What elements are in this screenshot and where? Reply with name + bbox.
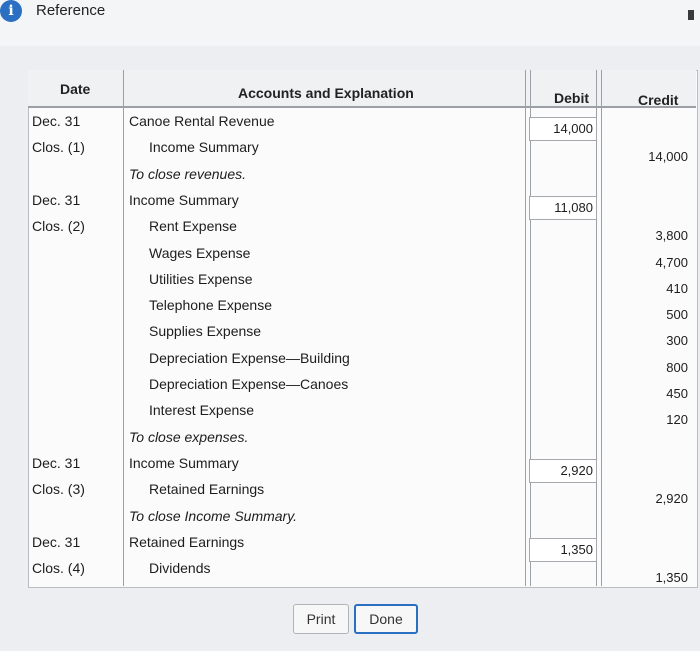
debit-amount: 14,000: [553, 121, 593, 136]
account-name: Depreciation Expense—Building: [149, 349, 350, 366]
entry-explanation: To close expenses.: [129, 428, 249, 445]
credit-amount: 4,700: [655, 254, 688, 270]
account-name: Retained Earnings: [149, 481, 265, 498]
credit-amount: 14,000: [648, 149, 688, 165]
account-name: Dividends: [149, 560, 211, 577]
column-header-accounts: Accounts and Explanation: [238, 85, 414, 101]
account-name: Income Summary: [129, 191, 239, 208]
top-bar: [0, 0, 700, 47]
account-name: Depreciation Expense—Canoes: [149, 376, 349, 392]
print-button[interactable]: Print: [293, 604, 349, 634]
minimize-icon[interactable]: [688, 10, 694, 20]
credit-amount: 410: [666, 280, 688, 296]
column-header-debit: Debit: [554, 90, 589, 106]
entry-date: Dec. 31: [32, 533, 81, 550]
credit-amount: 1,350: [655, 570, 688, 586]
reference-title: Reference: [36, 2, 106, 19]
debit-amount: 11,080: [554, 199, 593, 215]
account-name: Utilities Expense: [149, 270, 253, 287]
column-header-date: Date: [60, 81, 91, 97]
debit-amount: 2,920: [560, 462, 593, 478]
account-name: Telephone Expense: [149, 297, 272, 314]
account-name: Canoe Rental Revenue: [129, 113, 275, 129]
credit-amount: 120: [666, 412, 688, 428]
entry-date: Dec. 31: [32, 113, 81, 129]
entry-explanation: To close Income Summary.: [129, 507, 298, 524]
entry-reference: Clos. (2): [32, 218, 85, 235]
entry-date: Dec. 31: [32, 191, 81, 208]
credit-amount: 300: [666, 333, 688, 349]
credit-amount: 3,800: [655, 228, 688, 244]
credit-amount: 2,920: [655, 491, 688, 507]
account-name: Supplies Expense: [149, 323, 262, 340]
debit-amount: 1,350: [560, 541, 593, 557]
column-divider: [596, 70, 602, 586]
account-name: Income Summary: [129, 454, 239, 471]
column-header-credit: Credit: [638, 92, 679, 108]
credit-amount: 450: [666, 386, 688, 401]
account-name: Income Summary: [149, 139, 259, 156]
account-name: Wages Expense: [149, 244, 251, 261]
column-divider: [525, 70, 531, 586]
account-name: Rent Expense: [149, 218, 237, 235]
done-button[interactable]: Done: [354, 604, 418, 634]
account-name: Retained Earnings: [129, 533, 245, 550]
column-divider: [123, 70, 124, 586]
info-icon: i: [0, 0, 22, 22]
entry-explanation: To close revenues.: [129, 165, 246, 182]
entry-reference: Clos. (3): [32, 481, 85, 498]
entry-date: Dec. 31: [32, 454, 81, 471]
credit-amount: 500: [666, 307, 688, 323]
entry-reference: Clos. (4): [32, 560, 85, 577]
credit-amount: 800: [666, 359, 688, 375]
account-name: Interest Expense: [149, 402, 255, 419]
entry-reference: Clos. (1): [32, 139, 85, 156]
